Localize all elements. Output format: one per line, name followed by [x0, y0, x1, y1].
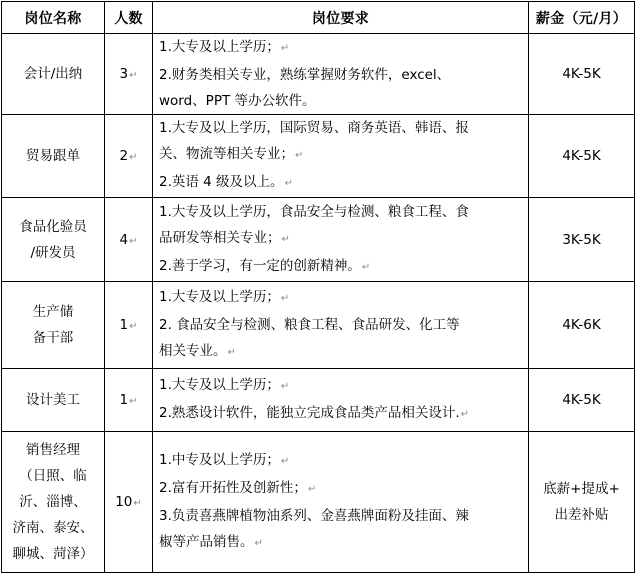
- paragraph-mark-icon: ↵: [460, 409, 470, 420]
- salary-value: 4K-5K: [562, 148, 601, 164]
- salary-value: 出差补贴: [554, 507, 609, 523]
- salary-cell: [529, 369, 635, 432]
- requirements-cell: [153, 369, 529, 432]
- header-row: [2, 2, 635, 34]
- salary-value: 底薪+提成+: [543, 481, 620, 497]
- requirements-cell: [153, 115, 529, 198]
- job-table: [1, 1, 635, 573]
- header-requirements: 岗位要求: [153, 2, 529, 34]
- paragraph-mark-icon: ↵: [254, 538, 263, 549]
- paragraph-mark-icon: ↵: [281, 233, 290, 245]
- requirement-line: 椒等产品销售。↵: [159, 534, 263, 550]
- salary-cell: [529, 198, 635, 282]
- paragraph-mark-icon: ↵: [129, 235, 138, 247]
- headcount-cell: [105, 432, 153, 573]
- position-name-cell: [2, 198, 105, 282]
- position-name: 会计/出纳: [23, 66, 83, 82]
- requirement-line: 1.大专及以上学历；↵: [159, 289, 290, 305]
- position-name: 设计美工: [26, 392, 80, 408]
- requirements-cell: [153, 198, 529, 282]
- headcount-cell: [105, 369, 153, 432]
- header-headcount: 人数: [105, 2, 153, 34]
- position-name: 沂、淄博、: [19, 494, 87, 510]
- table-row: [2, 198, 635, 282]
- paragraph-mark-icon: ↵: [284, 178, 293, 189]
- headcount: 3: [119, 66, 129, 82]
- requirement-line: 1.大专及以上学历，食品安全与检测、粮食工程、食: [159, 203, 469, 220]
- headcount: 1: [119, 317, 129, 333]
- headcount: 4: [119, 231, 129, 248]
- table-row: [2, 282, 635, 369]
- requirements-cell: [153, 34, 529, 115]
- position-name: 济南、泰安、: [12, 520, 94, 536]
- paragraph-mark-icon: ↵: [361, 261, 371, 273]
- position-name: /研发员: [30, 244, 76, 261]
- paragraph-mark-icon: ↵: [295, 150, 304, 161]
- requirement-line: 相关专业。↵: [159, 343, 236, 359]
- headcount-cell: [105, 34, 153, 115]
- requirement-line: 2.财务类相关专业，熟练掌握财务软件，excel、: [159, 67, 451, 83]
- salary-cell: [529, 115, 635, 198]
- salary-value: 4K-6K: [562, 317, 601, 333]
- paragraph-mark-icon: ↵: [129, 321, 138, 332]
- headcount-cell: [105, 282, 153, 369]
- table-row: [2, 432, 635, 573]
- position-name-cell: [2, 432, 105, 573]
- salary-value: 3K-5K: [562, 231, 601, 248]
- requirement-line: 2.英语 4 级及以上。↵: [159, 174, 293, 190]
- requirement-line: 1.大专及以上学历；↵: [159, 377, 290, 393]
- requirements-cell: [153, 432, 529, 573]
- paragraph-mark-icon: ↵: [280, 43, 290, 54]
- paragraph-mark-icon: ↵: [280, 293, 290, 304]
- position-name: 聊城、菏泽）: [12, 546, 94, 562]
- requirement-line: 1.大专及以上学历，国际贸易、商务英语、韩语、报: [159, 120, 469, 136]
- requirement-line: 关、物流等相关专业；↵: [159, 146, 304, 162]
- table-row: [2, 369, 635, 432]
- requirement-line: 3.负责喜燕牌植物油系列、金喜燕牌面粉及挂面、辣: [159, 508, 469, 524]
- requirement-line: 品研发等相关专业；↵: [159, 229, 290, 246]
- requirements-cell: [153, 282, 529, 369]
- position-name-cell: [2, 115, 105, 198]
- requirement-line: 2.善于学习，有一定的创新精神。↵: [159, 257, 371, 274]
- requirement-line: 2.熟悉设计软件，能独立完成食品类产品相关设计.↵: [159, 405, 470, 421]
- paragraph-mark-icon: ↵: [129, 152, 138, 163]
- paragraph-mark-icon: ↵: [280, 456, 290, 467]
- requirement-line: word、PPT 等办公软件。: [159, 93, 316, 109]
- paragraph-mark-icon: ↵: [129, 396, 138, 407]
- position-name-cell: [2, 282, 105, 369]
- salary-value: 4K-5K: [562, 66, 601, 82]
- position-name: 备干部: [32, 330, 74, 346]
- paragraph-mark-icon: ↵: [307, 484, 317, 495]
- salary-value: 4K-5K: [562, 392, 601, 408]
- headcount-cell: [105, 198, 153, 282]
- table-row: [2, 115, 635, 198]
- header-salary: 薪金（元/月）: [529, 2, 635, 34]
- paragraph-mark-icon: ↵: [133, 498, 142, 509]
- headcount: 1: [119, 392, 129, 408]
- salary-cell: [529, 432, 635, 573]
- headcount: 2: [119, 148, 129, 164]
- position-name: 贸易跟单: [26, 148, 80, 164]
- position-name: 食品化验员: [19, 218, 87, 235]
- paragraph-mark-icon: ↵: [280, 381, 290, 392]
- position-name-cell: [2, 369, 105, 432]
- requirement-line: 1.中专及以上学历；↵: [159, 452, 290, 468]
- salary-cell: [529, 34, 635, 115]
- position-name-cell: [2, 34, 105, 115]
- salary-cell: [529, 282, 635, 369]
- position-name: 生产储: [32, 304, 74, 320]
- position-name: 销售经理: [26, 442, 80, 458]
- table-row: [2, 34, 635, 115]
- paragraph-mark-icon: ↵: [227, 347, 236, 358]
- headcount: 10: [115, 494, 133, 510]
- requirement-line: 2. 食品安全与检测、粮食工程、食品研发、化工等: [159, 317, 460, 333]
- header-position-name: 岗位名称: [2, 2, 105, 34]
- position-name: （日照、临: [19, 468, 87, 484]
- requirement-line: 2.富有开拓性及创新性；↵: [159, 480, 317, 496]
- headcount-cell: [105, 115, 153, 198]
- paragraph-mark-icon: ↵: [129, 70, 138, 81]
- requirement-line: 1.大专及以上学历；↵: [159, 39, 290, 55]
